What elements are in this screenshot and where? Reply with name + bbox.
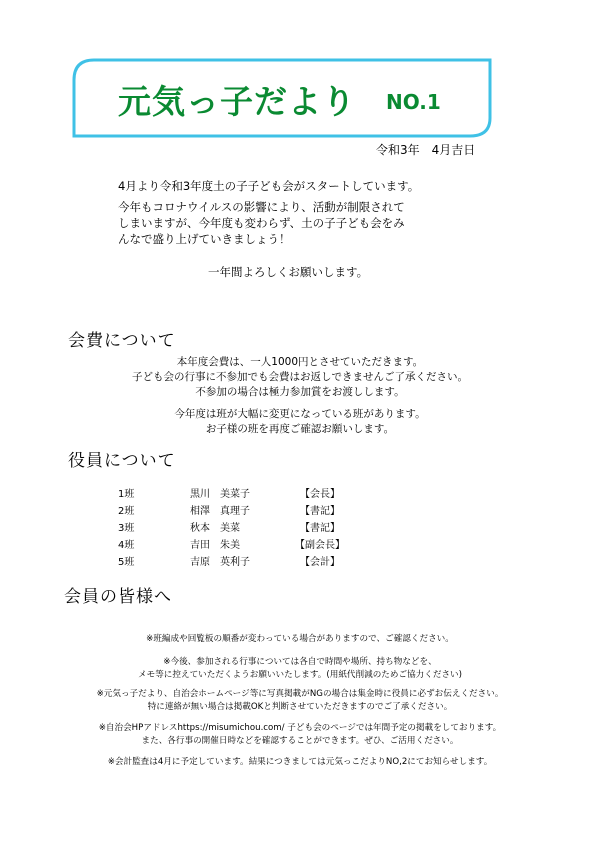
officer-role: 【会長】 <box>300 489 340 500</box>
officer-name: 吉田 朱美 <box>190 540 240 551</box>
officer-group: 1班 <box>118 489 135 500</box>
member-note <box>0 688 600 714</box>
table-row <box>118 484 350 501</box>
intro-paragraph-line: 今年もコロナウイルスの影響により、活動が制限されて <box>118 200 405 214</box>
member-note-line: ※元気っ子だより、自治会ホームページ等に写真掲載がNGの場合は集金時に役員に必ずお伝えください。 <box>96 689 504 699</box>
fees-line: 不参加の場合は極力参加賞をお渡しします。 <box>195 386 405 398</box>
fees-text <box>0 355 600 400</box>
intro-paragraph-line: しまいますが、今年度も変わらず、土の子子ども会をみ <box>118 216 405 230</box>
table-row <box>118 518 350 535</box>
fees-line: 子ども会の行事に不参加でも会費はお返しできませんご了承ください。 <box>132 371 468 383</box>
member-note-line: また、各行事の開催日時などを確認することができます。ぜひ、ご活用ください。 <box>141 736 459 746</box>
officer-role: 【書記】 <box>300 506 340 517</box>
intro-paragraph <box>118 199 405 247</box>
member-note <box>0 656 600 682</box>
member-note-line: 特に連絡が無い場合は掲載OKと判断させていただきますのでご了承ください。 <box>147 702 453 712</box>
section-heading-officers: 役員について <box>68 451 176 471</box>
member-note-line: ※自治会HPアドレスhttps://misumichou.com/ 子ども会のページでは年間予定の掲載をしております。 <box>98 723 502 733</box>
groups-line: お子様の班を再度ご確認お願いします。 <box>205 423 395 435</box>
table-row <box>118 552 350 569</box>
officer-group: 4班 <box>118 540 135 551</box>
newsletter-title: 元気っ子だより <box>118 82 356 121</box>
table-row <box>118 501 350 518</box>
greeting: 一年間よろしくお願いします。 <box>208 265 369 279</box>
officer-name: 相澤 真理子 <box>190 506 250 517</box>
section-heading-fees: 会費について <box>68 331 176 351</box>
section-heading-members: 会員の皆様へ <box>64 587 172 607</box>
officer-name: 秋本 美菜 <box>190 523 240 534</box>
officer-role: 【副会長】 <box>295 540 345 551</box>
officer-group: 5班 <box>118 557 135 568</box>
officer-name: 黒川 美菜子 <box>190 489 250 500</box>
member-note <box>0 722 600 748</box>
officer-group: 2班 <box>118 506 135 517</box>
intro-line: 4月より令和3年度土の子子ども会がスタートしています。 <box>118 179 420 193</box>
member-note: ※班編成や回覧板の順番が変わっている場合がありますので、ご確認ください。 <box>146 634 454 644</box>
officer-name: 吉原 英利子 <box>190 557 250 568</box>
officer-group: 3班 <box>118 523 135 534</box>
table-row <box>118 535 350 552</box>
issue-number: NO.1 <box>386 90 441 114</box>
groups-line: 今年度は班が大幅に変更になっている班があります。 <box>174 408 426 420</box>
officer-role: 【会計】 <box>300 557 340 568</box>
member-note-line: ※今後、参加される行事については各自で時間や場所、持ち物などを、 <box>163 657 437 667</box>
member-note: ※会計監査は4月に予定しています。結果につきましては元気っこだよりNO,2にてお知らせします。 <box>107 757 493 767</box>
member-note-line: メモ等に控えていただくようお願いいたします。(用紙代削減のためご協力ください) <box>138 670 462 680</box>
fees-line: 本年度会費は、一人1000円とさせていただきます。 <box>176 356 424 368</box>
officer-role: 【書記】 <box>300 523 340 534</box>
groups-text <box>0 407 600 437</box>
officers-table <box>118 484 350 569</box>
issue-date: 令和3年 4月吉日 <box>376 143 476 157</box>
intro-paragraph-line: んなで盛り上げていきましょう！ <box>118 232 291 246</box>
